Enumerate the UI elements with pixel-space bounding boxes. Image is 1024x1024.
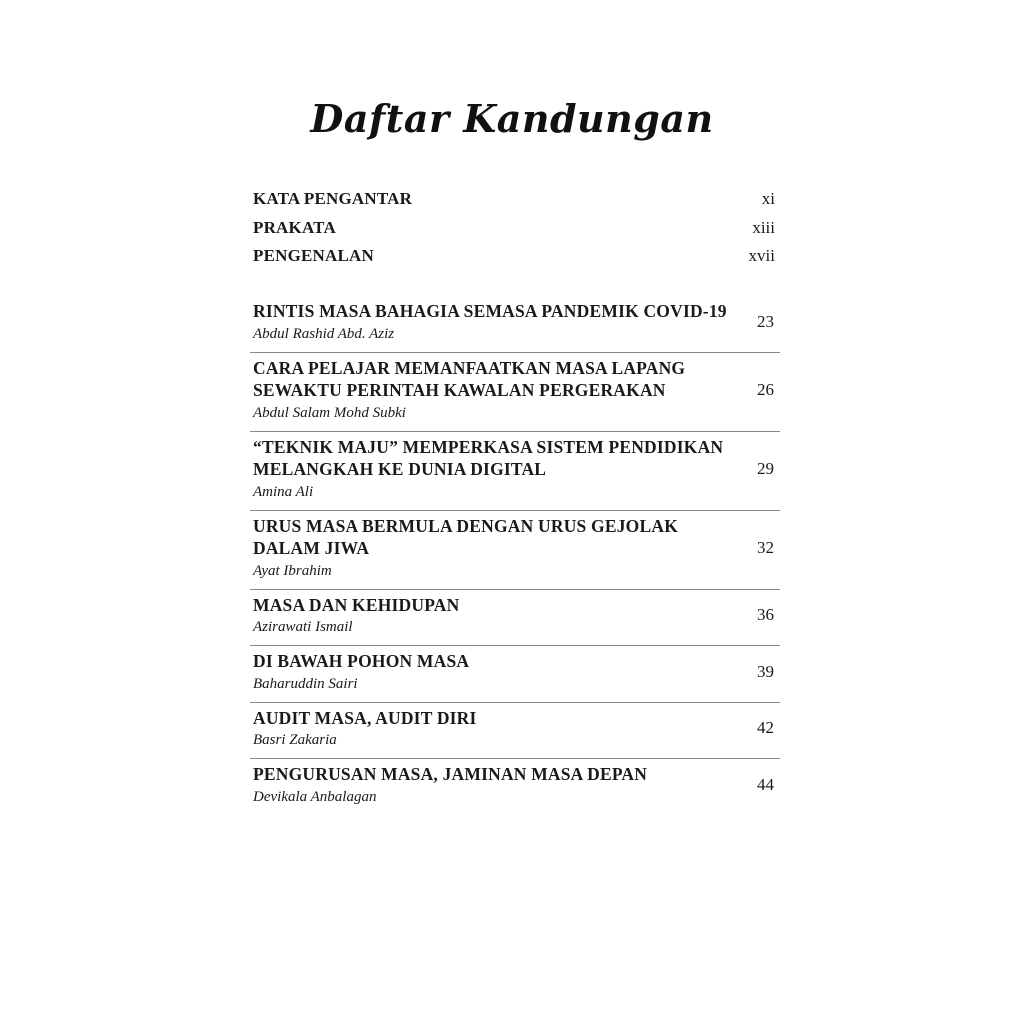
chapter-title: PENGURUSAN MASA, JAMINAN MASA DEPAN bbox=[253, 764, 648, 784]
page-title: Daftar Kandungan bbox=[310, 96, 714, 141]
front-matter-page: xiii bbox=[752, 217, 775, 237]
chapter-text bbox=[253, 650, 733, 694]
chapter-page-number: 42 bbox=[757, 718, 774, 738]
chapter-page-number: 29 bbox=[757, 458, 774, 478]
chapter-list bbox=[250, 296, 780, 815]
front-matter-title: PENGENALAN bbox=[253, 246, 375, 265]
chapter-title: AUDIT MASA, AUDIT DIRI bbox=[253, 707, 477, 728]
chapter-title: URUS MASA BERMULA DENGAN URUS GEJOLAK DALAM JIWA bbox=[253, 515, 679, 558]
chapter-text bbox=[253, 515, 733, 581]
chapter-text bbox=[253, 436, 733, 502]
front-matter-page: xi bbox=[761, 189, 775, 208]
chapter-entry bbox=[250, 590, 780, 647]
chapter-author: Abdul Salam Mohd Subki bbox=[253, 404, 406, 421]
chapter-title: CARA PELAJAR MEMANFAATKAN MASA LAPANG SEWAKTU PERINTAH KAWALAN PERGERAKAN bbox=[253, 357, 686, 400]
chapter-text bbox=[253, 357, 733, 423]
chapter-author: Ayat Ibrahim bbox=[253, 562, 332, 579]
chapter-page-number: 26 bbox=[757, 379, 774, 399]
front-matter-item bbox=[253, 246, 775, 275]
chapter-title: “TEKNIK MAJU” MEMPERKASA SISTEM PENDIDIKAN MELANGKAH KE DUNIA DIGITAL bbox=[253, 436, 724, 479]
chapter-entry bbox=[250, 511, 780, 590]
front-matter-title: KATA PENGANTAR bbox=[253, 189, 413, 208]
chapter-text bbox=[253, 707, 733, 751]
front-matter-item bbox=[253, 189, 775, 218]
chapter-text bbox=[253, 300, 733, 344]
chapter-page-number: 39 bbox=[757, 661, 774, 681]
chapter-author: Devikala Anbalagan bbox=[253, 788, 377, 805]
chapter-author: Basri Zakaria bbox=[253, 732, 337, 748]
chapter-title: RINTIS MASA BAHAGIA SEMASA PANDEMIK COVID-19 bbox=[253, 301, 727, 321]
chapter-entry bbox=[250, 296, 780, 353]
front-matter-list bbox=[253, 189, 775, 275]
chapter-page-number: 36 bbox=[757, 605, 774, 625]
chapter-author: Abdul Rashid Abd. Aziz bbox=[253, 325, 395, 342]
chapter-text bbox=[253, 594, 733, 638]
chapter-entry bbox=[250, 432, 780, 511]
chapter-title: DI BAWAH POHON MASA bbox=[253, 651, 470, 671]
chapter-author: Baharuddin Sairi bbox=[253, 675, 358, 692]
chapter-page-number: 44 bbox=[757, 774, 774, 794]
chapter-entry bbox=[250, 353, 780, 432]
chapter-author: Azirawati Ismail bbox=[253, 619, 353, 635]
front-matter-title: PRAKATA bbox=[253, 217, 336, 237]
chapter-entry bbox=[250, 703, 780, 760]
chapter-page-number: 32 bbox=[757, 537, 774, 557]
front-matter-page: xvii bbox=[748, 246, 775, 265]
chapter-entry bbox=[250, 646, 780, 703]
chapter-entry bbox=[250, 759, 780, 815]
chapter-page-number: 23 bbox=[757, 311, 774, 331]
chapter-text bbox=[253, 763, 733, 807]
chapter-title: MASA DAN KEHIDUPAN bbox=[253, 594, 460, 615]
chapter-author: Amina Ali bbox=[253, 483, 314, 500]
front-matter-item bbox=[253, 218, 775, 247]
